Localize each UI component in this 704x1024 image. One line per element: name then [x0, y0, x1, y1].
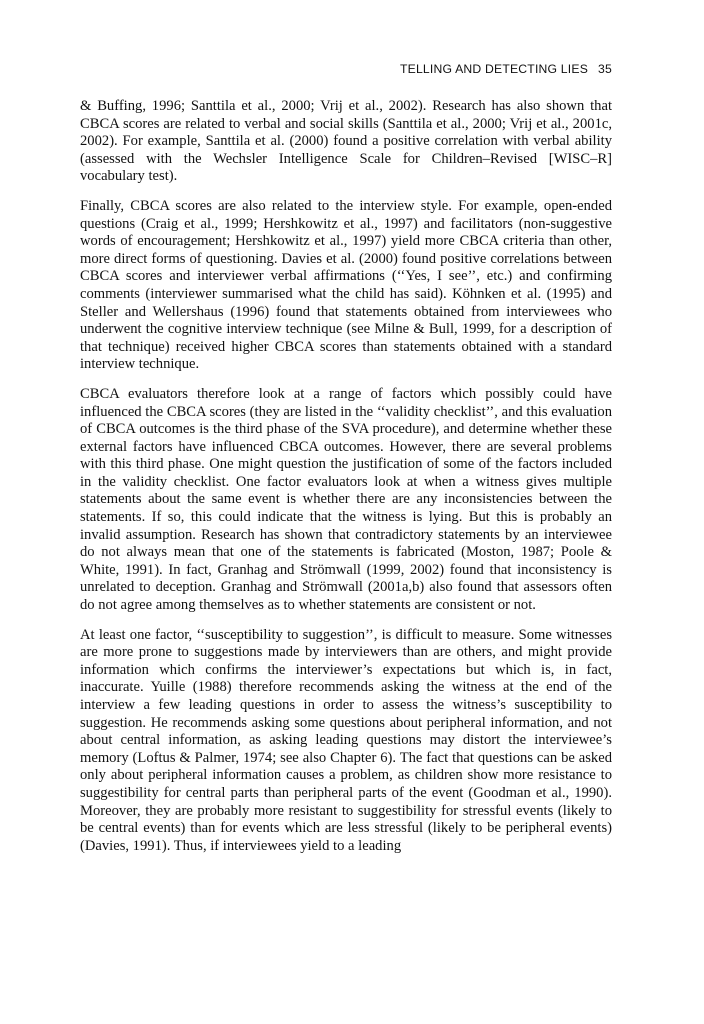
- paragraph-4: At least one factor, ‘‘susceptibility to suggestion’’, is difficult to measure. Some witnesses are more prone to suggestions made by interviewers than are others, and might provide information which confirms the interviewer’s expectations but which is, in fact, inaccurate. Yuille (1988) therefore recommends asking the witness at the end of the interview a few leading questions in order to assess the witness’s susceptibility to suggestion. He recommends asking some questions about peripheral information, and not about central information, as asking leading questions may distort the interviewee’s memory (Loftus & Palmer, 1974; see also Chapter 6). The fact that questions can be asked only about peripheral information causes a problem, as children show more resistance to suggestibility for central parts than peripheral parts of the event (Goodman et al., 1990). Moreover, they are probably more resistant to suggestibility for stressful events (likely to be central events) than for events which are less stressful (likely to be peripheral events) (Davies, 1991). Thus, if interviewees yield to a leading: [80, 626, 612, 854]
- paragraph-2: Finally, CBCA scores are also related to the interview style. For example, open-ended questions (Craig et al., 1999; Hershkowitz et al., 1997) and facilitators (non-suggestive words of encouragement; Hershkowitz et al., 1997) yield more CBCA criteria than other, more direct forms of questioning. Davies et al. (2000) found positive correlations between CBCA scores and interviewer verbal affirmations (‘‘Yes, I see’’, etc.) and confirming comments (interviewer summarised what the child has said). Köhnken et al. (1995) and Steller and Wellershaus (1996) found that statements obtained from interviewees who underwent the cognitive interview technique (see Milne & Bull, 1999, for a description of that technique) received higher CBCA scores than statements obtained with a standard interview technique.: [80, 197, 612, 373]
- paragraph-1: & Buffing, 1996; Santtila et al., 2000; Vrij et al., 2002). Research has also shown that CBCA scores are related to verbal and social skills (Santtila et al., 2000; Vrij et al., 2001c, 2002). For example, Santtila et al. (2000) found a positive correlation with verbal ability (assessed with the Wechsler Intelligence Scale for Children–Revised [WISC–R] vocabulary test).: [80, 98, 612, 185]
- book-page: [80, 62, 612, 855]
- running-head: [80, 62, 612, 76]
- paragraph-3: CBCA evaluators therefore look at a range of factors which possibly could have influenced the CBCA scores (they are listed in the ‘‘validity checklist’’, and this evaluation of CBCA outcomes is the third phase of the SVA procedure), and determine whether these external factors have influenced CBCA outcomes. However, there are several problems with this third phase. One might question the justification of some of the factors included in the validity checklist. One factor evaluators look at when a witness gives multiple statements about the same event is whether there are any inconsistencies between the statements. If so, this could indicate that the witness is lying. But this is probably an invalid assumption. Research has shown that contradictory statements by an interviewee do not always mean that one of the statements is fabricated (Moston, 1987; Poole & White, 1991). In fact, Granhag and Strömwall (1999, 2002) found that inconsistency is unrelated to deception. Granhag and Strömwall (2001a,b) also found that assessors often do not agree among themselves as to whether statements are consistent or not.: [80, 385, 612, 614]
- running-head-title: TELLING AND DETECTING LIES: [399, 62, 589, 76]
- body-text: [80, 98, 612, 855]
- page-number: 35: [598, 62, 612, 76]
